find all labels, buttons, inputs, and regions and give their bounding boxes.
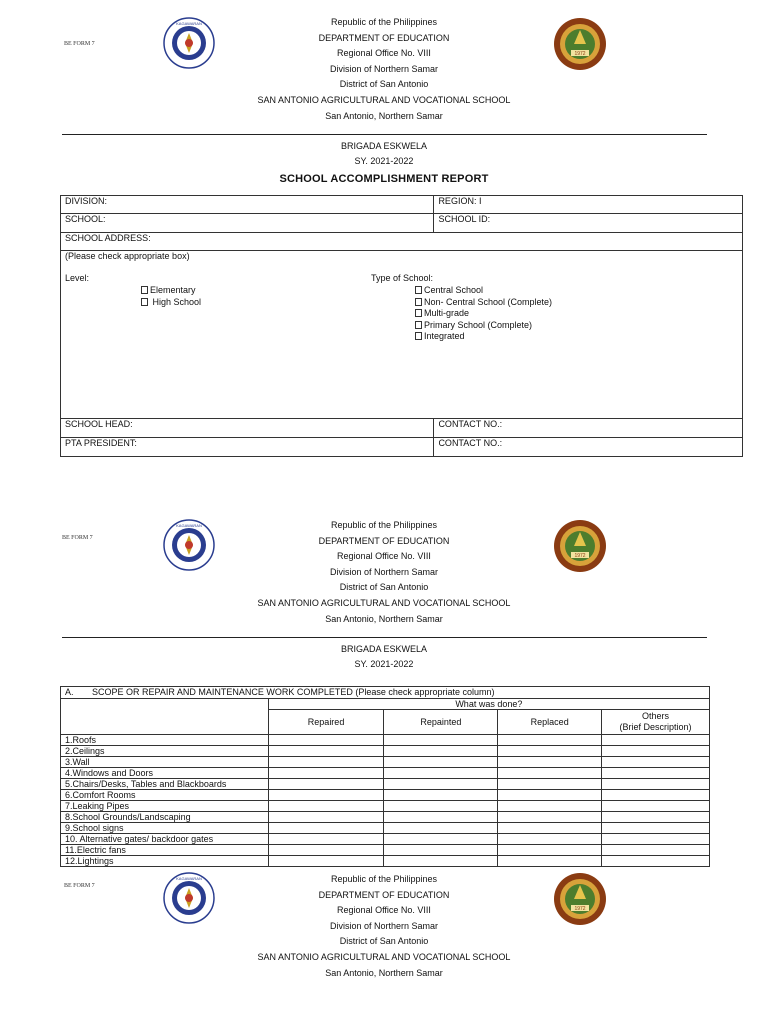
item-label: 1.Roofs [61,735,269,746]
school-label: SCHOOL: [65,214,106,224]
table-row [61,746,710,757]
check-cell-replaced[interactable] [498,812,602,823]
type-option-central[interactable]: Central School [415,285,552,297]
check-cell-others[interactable] [602,856,710,867]
letterhead-line: Regional Office No. VIII [337,551,431,562]
item-header-cell [61,699,269,735]
check-cell-replaced[interactable] [498,801,602,812]
type-option-multi-grade[interactable]: Multi-grade [415,308,552,320]
others-sublabel: (Brief Description) [619,722,692,732]
items-body [61,735,710,867]
letterhead-line: SAN ANTONIO AGRICULTURAL AND VOCATIONAL SCHOOL [257,597,511,608]
table-row [61,757,710,768]
item-label: 4.Windows and Doors [61,768,269,779]
school-year: SY. 2021-2022 [354,659,414,669]
item-label: 7.Leaking Pipes [61,801,269,812]
table-row [61,823,710,834]
head-contact-field[interactable] [434,419,743,438]
divider [62,637,707,638]
check-cell-repainted[interactable] [384,801,498,812]
check-cell-repaired[interactable] [268,856,384,867]
checkbox[interactable] [415,309,422,317]
checkbox[interactable] [141,298,148,306]
item-label: 8.School Grounds/Landscaping [61,812,269,823]
section-title-row [61,687,710,699]
table-row [61,768,710,779]
type-option-integrated[interactable]: Integrated [415,331,552,343]
letterhead-line: DEPARTMENT OF EDUCATION [318,32,450,43]
check-cell-replaced[interactable] [498,735,602,746]
section-letter: A. [65,687,74,697]
table-row [61,735,710,746]
address-field[interactable] [61,233,743,251]
checkbox[interactable] [141,286,148,294]
check-cell-replaced[interactable] [498,823,602,834]
letterhead-line: Republic of the Philippines [330,520,438,530]
item-label: 9.School signs [61,823,269,834]
check-cell-others[interactable] [602,834,710,845]
school-head-label: SCHOOL HEAD: [65,419,133,429]
check-cell-others[interactable] [602,812,710,823]
item-label: 10. Alternative gates/ backdoor gates [61,834,269,845]
check-cell-replaced[interactable] [498,845,602,856]
school-id-field[interactable] [434,214,743,233]
check-note: (Please check appropriate box) [65,251,190,261]
letterhead-line: Republic of the Philippines [330,17,438,27]
col-header-repainted: Repainted [384,710,498,735]
report-title: SCHOOL ACCOMPLISHMENT REPORT [279,173,489,185]
school-field[interactable] [61,214,434,233]
program-header [0,642,768,672]
letterhead [0,872,768,981]
table-row [61,812,710,823]
check-cell-repaired[interactable] [268,746,384,757]
address-label: SCHOOL ADDRESS: [65,233,151,243]
letterhead-line: District of San Antonio [339,582,429,593]
type-option-non-central[interactable]: Non- Central School (Complete) [415,297,552,309]
repair-work-table [60,686,710,867]
check-cell-replaced[interactable] [498,856,602,867]
item-label: 3.Wall [61,757,269,768]
school-year: SY. 2021-2022 [354,156,414,166]
table-row [61,801,710,812]
contact-label: CONTACT NO.: [438,419,503,429]
check-cell-replaced[interactable] [498,768,602,779]
check-cell-repainted[interactable] [384,834,498,845]
col-header-others [602,710,710,735]
check-cell-replaced[interactable] [498,779,602,790]
checkbox[interactable] [415,298,422,306]
check-cell-repainted[interactable] [384,856,498,867]
type-options [415,285,552,343]
check-cell-repaired[interactable] [268,812,384,823]
item-label: 2.Ceilings [61,746,269,757]
type-label: Type of School: [371,273,434,283]
letterhead-line: San Antonio, Northern Samar [325,613,443,624]
check-cell-replaced[interactable] [498,746,602,757]
letterhead-line: Regional Office No. VIII [337,48,431,59]
letterhead-line: Republic of the Philippines [330,874,438,884]
letterhead-line: Division of Northern Samar [329,566,439,577]
check-cell-repainted[interactable] [384,779,498,790]
svg-text:KAGAWARAN: KAGAWARAN [176,876,202,881]
item-label: 5.Chairs/Desks, Tables and Blackboards [61,779,269,790]
check-cell-others[interactable] [602,801,710,812]
svg-text:1972: 1972 [574,553,586,559]
check-cell-repainted[interactable] [384,845,498,856]
svg-text:1972: 1972 [574,51,586,57]
letterhead-line: San Antonio, Northern Samar [325,110,443,121]
program-header [0,139,768,169]
check-cell-repaired[interactable] [268,801,384,812]
letterhead-line: San Antonio, Northern Samar [325,967,443,978]
check-cell-repainted[interactable] [384,790,498,801]
check-cell-others[interactable] [602,845,710,856]
division-label: DIVISION: [65,196,108,206]
pta-president-field[interactable] [61,438,434,457]
section-title: SCOPE OR REPAIR AND MAINTENANCE WORK COMPLETED (Please check appropriate column) [92,687,495,697]
letterhead-line: SAN ANTONIO AGRICULTURAL AND VOCATIONAL SCHOOL [257,94,511,105]
letterhead-line: Division of Northern Samar [329,920,439,931]
col-header-repaired: Repaired [268,710,384,735]
table-row [61,790,710,801]
program-name: BRIGADA ESKWELA [340,644,428,654]
checkbox[interactable] [415,286,422,294]
check-cell-others[interactable] [602,779,710,790]
table-row [61,834,710,845]
pta-contact-field[interactable] [434,438,743,457]
check-cell-repaired[interactable] [268,768,384,779]
check-cell-repaired[interactable] [268,735,384,746]
letterhead-line: District of San Antonio [339,936,429,947]
svg-text:1972: 1972 [574,906,586,912]
letterhead [0,518,768,627]
check-cell-repaired[interactable] [268,823,384,834]
level-label: Level: [65,273,90,283]
letterhead-line: DEPARTMENT OF EDUCATION [318,889,450,900]
item-label: 11.Electric fans [61,845,269,856]
check-cell-repainted[interactable] [384,768,498,779]
item-label: 6.Comfort Rooms [61,790,269,801]
check-cell-others[interactable] [602,823,710,834]
check-cell-others[interactable] [602,746,710,757]
svg-text:KAGAWARAN: KAGAWARAN [176,523,202,528]
check-cell-replaced[interactable] [498,757,602,768]
check-cell-others[interactable] [602,735,710,746]
svg-text:KAGAWARAN: KAGAWARAN [176,21,202,26]
region-label: REGION: I [438,196,482,206]
table-row [61,856,710,867]
check-cell-replaced[interactable] [498,834,602,845]
check-cell-repainted[interactable] [384,735,498,746]
divider [62,134,707,135]
check-cell-repaired[interactable] [268,790,384,801]
others-label: Others [642,711,670,721]
level-options [141,285,201,308]
level-option-elementary[interactable]: Elementary [141,285,201,297]
contact-label: CONTACT NO.: [438,438,503,448]
letterhead [0,15,768,124]
level-option-high-school[interactable]: High School [141,297,201,309]
check-cell-repainted[interactable] [384,746,498,757]
letterhead-line: District of San Antonio [339,79,429,90]
check-cell-others[interactable] [602,790,710,801]
school-type-section [61,251,743,419]
item-label: 12.Lightings [61,856,269,867]
school-head-field[interactable] [61,419,434,438]
table-row [61,779,710,790]
check-cell-others[interactable] [602,757,710,768]
check-cell-repaired[interactable] [268,834,384,845]
division-field[interactable] [61,196,434,214]
letterhead-line: Division of Northern Samar [329,63,439,74]
pta-president-label: PTA PRESIDENT: [65,438,137,448]
type-option-primary[interactable]: Primary School (Complete) [415,320,552,332]
letterhead-line: SAN ANTONIO AGRICULTURAL AND VOCATIONAL SCHOOL [257,951,511,962]
check-cell-repainted[interactable] [384,812,498,823]
form-code: BE FORM 7 [62,535,93,541]
letterhead-line: DEPARTMENT OF EDUCATION [318,535,450,546]
check-cell-others[interactable] [602,768,710,779]
check-cell-repaired[interactable] [268,779,384,790]
program-name: BRIGADA ESKWELA [340,141,428,151]
check-cell-repaired[interactable] [268,845,384,856]
checkbox[interactable] [415,332,422,340]
form-code: BE FORM 7 [64,41,95,47]
check-cell-replaced[interactable] [498,790,602,801]
form-code: BE FORM 7 [64,883,95,889]
check-cell-repaired[interactable] [268,757,384,768]
school-id-label: SCHOOL ID: [438,214,491,224]
checkbox[interactable] [415,321,422,329]
table-row [61,845,710,856]
col-header-replaced: Replaced [498,710,602,735]
school-info-table [60,195,743,457]
check-cell-repainted[interactable] [384,757,498,768]
check-cell-repainted[interactable] [384,823,498,834]
letterhead-line: Regional Office No. VIII [337,905,431,916]
region-field[interactable] [434,196,743,214]
what-done-header: What was done? [268,699,709,710]
